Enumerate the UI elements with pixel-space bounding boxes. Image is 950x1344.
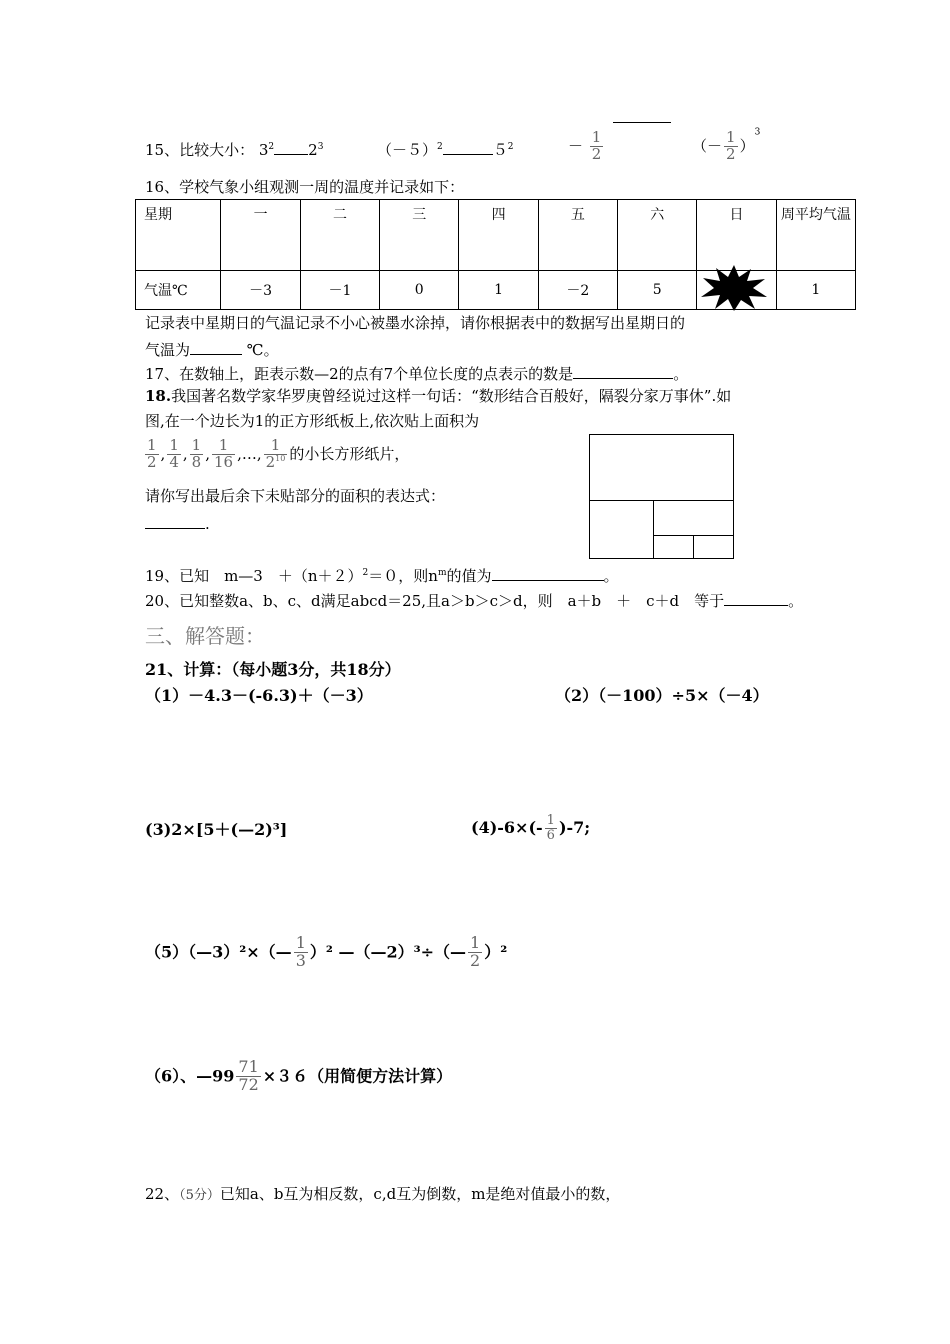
q21-part-4: (4)-6×(- $\frac{1}{6}$ )-7; [471, 813, 591, 843]
q16-text-1: 记录表中星期日的气温记录不小心被墨水涂掉，请你根据表中的数据写出星期日的 [145, 314, 686, 332]
table-header: 二 [300, 200, 379, 271]
table-header: 日 [697, 200, 776, 271]
q15-fraction-d: （－ $\frac{1}{2}$ ）$^3$ [692, 127, 761, 163]
q17-blank[interactable] [573, 364, 673, 379]
table-cell: 1 [776, 271, 855, 310]
question-15: 15、比较大小： $3^2$ $2^3$ $(-5)^2$ $5^2$ [145, 141, 514, 159]
question-21-title: 21、计算：（每小题3分，共18分） [145, 660, 401, 679]
q18-line-4: 请你写出最后余下未贴部分的面积的表达式： [145, 487, 446, 505]
section-title: 三、解答题： [145, 624, 265, 648]
table-header: 五 [538, 200, 617, 271]
table-header: 星期 [136, 200, 221, 271]
table-header: 周平均气温 [776, 200, 855, 271]
table-header: 一 [221, 200, 300, 271]
question-16: 16、学校气象小组观测一周的温度并记录如下： [145, 178, 465, 196]
q18-answer: . [145, 514, 210, 532]
table-header: 四 [459, 200, 538, 271]
q16-blank[interactable] [190, 340, 242, 355]
table-header: 三 [380, 200, 459, 271]
question-19: 19、已知 m—3 $+(n+2)^2=0$，则$n^m$的值为 。 [145, 567, 619, 585]
q18-fractions: $\frac{1}{2}$ , $\frac{1}{4}$ , $\frac{1}{8}$ , $\frac{1}{16}$ ,…, $\frac{1}{2^{10}}$ 的小长方形纸片， [147, 436, 410, 471]
diagram-line [653, 500, 654, 559]
q15-label: 15、比较大小： [145, 141, 255, 159]
ink-blot-icon [701, 265, 767, 311]
question-20: 20、已知整数a、b、c、d满足abcd＝25,且a＞b＞c＞d，则 a＋b ＋ c＋d 等于 。 [145, 592, 804, 610]
q19-blank[interactable] [492, 566, 604, 581]
diagram-line [693, 535, 694, 559]
q15-blank-1[interactable] [274, 140, 308, 155]
q15-fraction-c: － $\frac{1}{2}$ [568, 128, 602, 163]
square-diagram [589, 434, 734, 559]
q21-part-6: （6）、—99 $\frac{71}{72}$ ×３６（用简便方法计算） [145, 1057, 453, 1094]
table-cell: －3 [221, 271, 300, 310]
table-cell: 5 [618, 271, 697, 310]
q18-blank[interactable] [145, 514, 205, 529]
q21-part-3: (3)2×[5＋(—2)³] [145, 820, 288, 839]
table-row-label: 气温℃ [136, 271, 221, 310]
question-22: 22、（5分）已知a、b互为相反数，c,d互为倒数，m是绝对值最小的数， [145, 1185, 621, 1203]
q15-blank-2[interactable] [443, 140, 493, 155]
temperature-table [135, 199, 856, 310]
ink-blot-cell [697, 271, 776, 310]
q21-part-1: （1）－4.3－(-6.3)＋（－3） [145, 686, 373, 705]
table-cell: 1 [459, 271, 538, 310]
table-cell: 0 [380, 271, 459, 310]
q21-part-5: （5）（—3）²×（— $\frac{1}{3}$ ）² —（—2）³÷（— $\frac{1}{2}$ ）² [145, 933, 508, 970]
question-17: 17、在数轴上，距表示数—2的点有7个单位长度的点表示的数是 。 [145, 365, 689, 383]
top-rule [613, 122, 671, 123]
q16-text-2: 气温为 ℃。 [145, 341, 279, 359]
table-header: 六 [618, 200, 697, 271]
question-18: 18.我国著名数学家华罗庚曾经说过这样一句话：“数形结合百般好，隔裂分家万事休”.如 [145, 387, 732, 405]
q18-line-2: 图,在一个边长为1的正方形纸板上,依次贴上面积为 [145, 412, 480, 430]
diagram-line [589, 500, 734, 501]
q21-part-2: （2）（－100）÷5×（－4） [555, 686, 769, 705]
q20-blank[interactable] [724, 591, 788, 606]
table-cell: －1 [300, 271, 379, 310]
table-cell: －2 [538, 271, 617, 310]
